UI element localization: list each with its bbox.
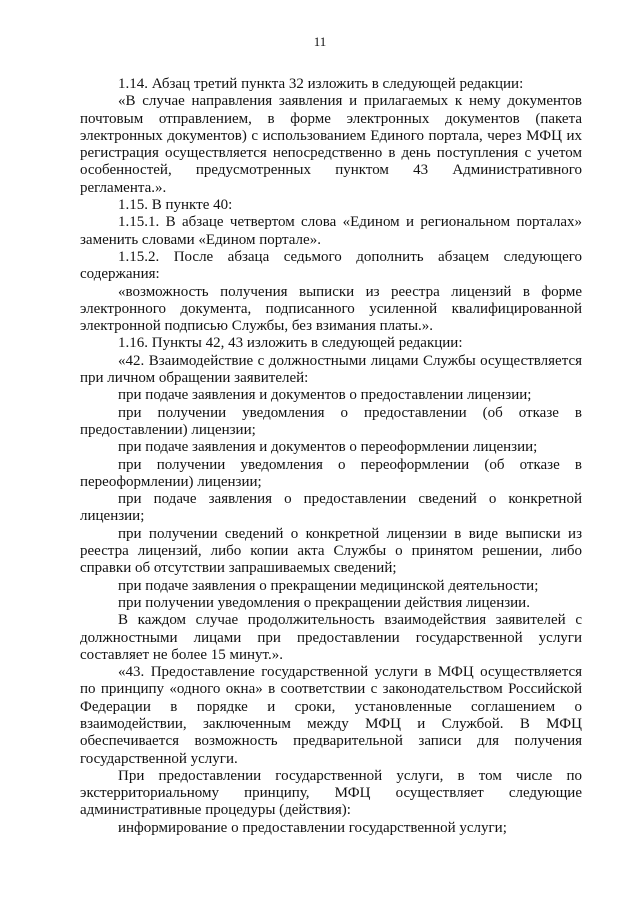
page-number: 11 [313, 34, 327, 49]
paragraph: «42. Взаимодействие с должностными лицами Службы осуществляется при личном обращении заявителей: [80, 352, 582, 387]
paragraph: информирование о предоставлении государственной услуги; [118, 819, 507, 836]
paragraph: при подаче заявления о прекращении медицинской деятельности; [118, 577, 539, 594]
paragraph: при подаче заявления и документов о предоставлении лицензии; [118, 387, 532, 404]
paragraph: «В случае направления заявления и прилагаемых к нему документов почтовым отправлением, в форме электронных документов (пакета электронных документов) с использованием Единого портала, через МФЦ их регистрация осуществляется непосредственно в день поступления с учетом особенностей, предусмотренных пунктом 43 Административного регламента.». [80, 93, 582, 196]
paragraph: при подаче заявления и документов о переоформлении лицензии; [118, 439, 538, 456]
paragraph: 1.15. В пункте 40: [118, 197, 233, 214]
document-body [80, 76, 582, 837]
paragraph: при получении уведомления о прекращении действия лицензии. [118, 594, 530, 611]
paragraph: 1.14. Абзац третий пункта 32 изложить в следующей редакции: [118, 76, 524, 92]
paragraph: 1.16. Пункты 42, 43 изложить в следующей редакции: [118, 335, 463, 352]
paragraph: 1.15.2. После абзаца седьмого дополнить абзацем следующего содержания: [80, 248, 582, 283]
paragraph: при получении уведомления о переоформлении (об отказе в переоформлении) лицензии; [80, 456, 582, 490]
paragraph: при получении уведомления о предоставлении (об отказе в предоставлении) лицензии; [80, 404, 582, 438]
paragraph: при подаче заявления о предоставлении сведений о конкретной лицензии; [80, 491, 582, 525]
paragraph: В каждом случае продолжительность взаимодействия заявителей с должностными лицами при предоставлении государственной услуги составляет не более 15 минут.». [80, 612, 582, 663]
paragraph: при получении сведений о конкретной лицензии в виде выписки из реестра лицензий, либо копии акта Службы о принятом решении, либо справки об отсутствии запрашиваемых сведений; [80, 525, 582, 577]
paragraph: При предоставлении государственной услуги, в том числе по экстерриториальному принципу, МФЦ осуществляет следующие административные процедуры (действия): [80, 767, 582, 819]
paragraph: 1.15.1. В абзаце четвертом слова «Едином и региональном порталах» заменить словами «Едином портале». [80, 214, 582, 248]
paragraph: «43. Предоставление государственной услуги в МФЦ осуществляется по принципу «одного окна» в соответствии с законодательством Российской Федерации в порядке и сроки, установленные соглашением о взаимодействии, заключенным между МФЦ и Службой. В МФЦ обеспечивается возможность предварительной записи для получения государственной услуги. [80, 664, 582, 767]
paragraph: «возможность получения выписки из реестра лицензий в форме электронного документа, подписанного усиленной квалифицированной электронной подписью Службы, без взимания платы.». [80, 283, 582, 335]
